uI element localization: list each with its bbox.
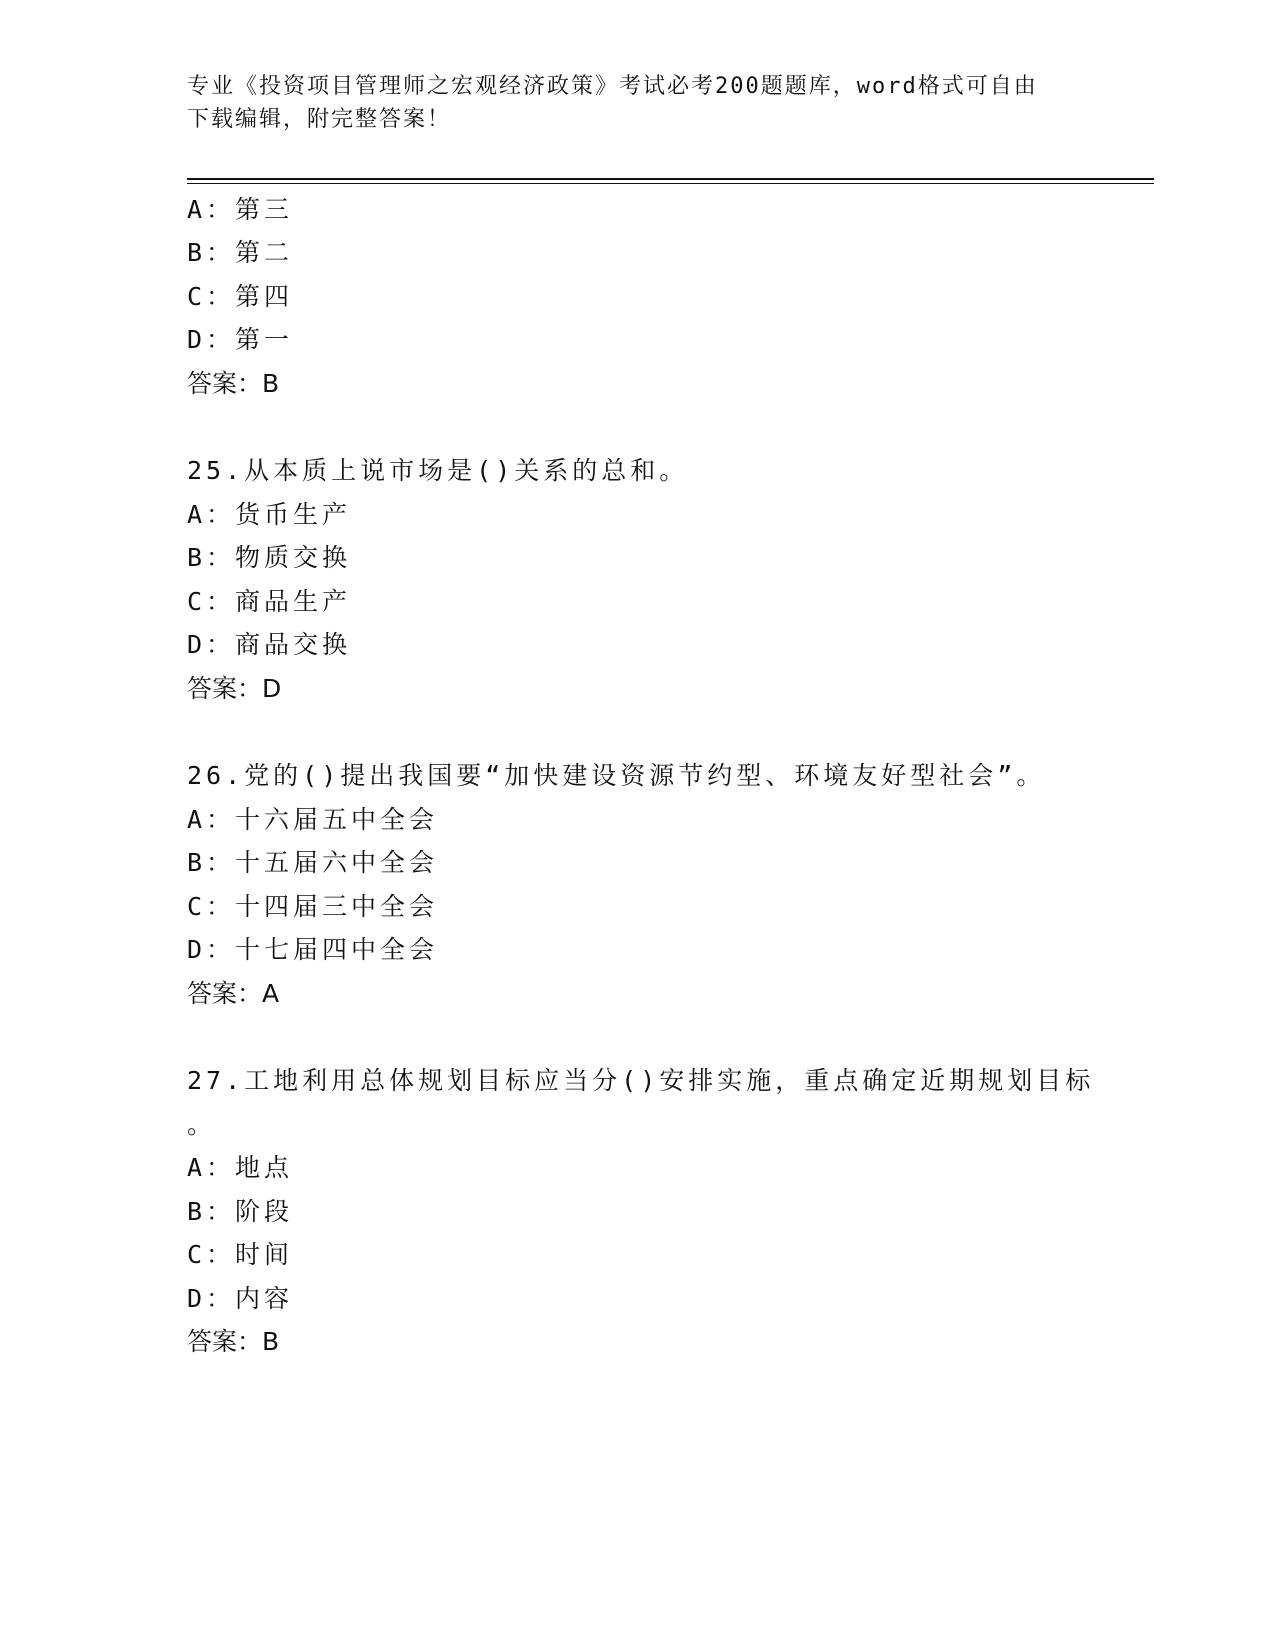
header-divider-thin	[187, 183, 1154, 184]
q27-option-b: B：阶段	[187, 1197, 294, 1226]
q27-option-a: A：地点	[187, 1153, 294, 1182]
q25-option-c: C：商品生产	[187, 587, 352, 616]
q26-stem: 26.党的()提出我国要“加快建设资源节约型、环境友好型社会”。	[187, 761, 1046, 790]
q26-option-b: B：十五届六中全会	[187, 848, 439, 877]
q25-option-d: D：商品交换	[187, 630, 352, 659]
q27-option-d: D：内容	[187, 1284, 294, 1313]
q24-answer: 答案：B	[187, 369, 280, 398]
q26-option-d: D：十七届四中全会	[187, 935, 439, 964]
q25-answer: 答案：D	[187, 674, 282, 703]
q25-option-a: A：货币生产	[187, 500, 352, 529]
q24-option-a: A：第三	[187, 195, 294, 224]
q26-option-c: C：十四届三中全会	[187, 892, 439, 921]
q25-option-b: B：物质交换	[187, 543, 352, 572]
q27-stem-line-1: 27.工地利用总体规划目标应当分()安排实施，重点确定近期规划目标	[187, 1066, 1095, 1095]
header-divider-thick	[187, 178, 1154, 180]
q27-option-c: C：时间	[187, 1240, 294, 1269]
q24-option-b: B：第二	[187, 238, 294, 267]
header-line-1: 专业《投资项目管理师之宏观经济政策》考试必考200题题库，word格式可自由	[187, 74, 1038, 99]
q26-answer: 答案：A	[187, 979, 280, 1008]
q27-stem-line-2: 。	[187, 1110, 217, 1139]
q24-option-d: D：第一	[187, 325, 294, 354]
document-header	[187, 70, 1087, 136]
q24-option-c: C：第四	[187, 282, 294, 311]
q25-stem: 25.从本质上说市场是()关系的总和。	[187, 456, 689, 485]
q26-option-a: A：十六届五中全会	[187, 805, 439, 834]
header-line-2: 下载编辑，附完整答案！	[187, 107, 452, 132]
q27-answer: 答案：B	[187, 1327, 280, 1356]
